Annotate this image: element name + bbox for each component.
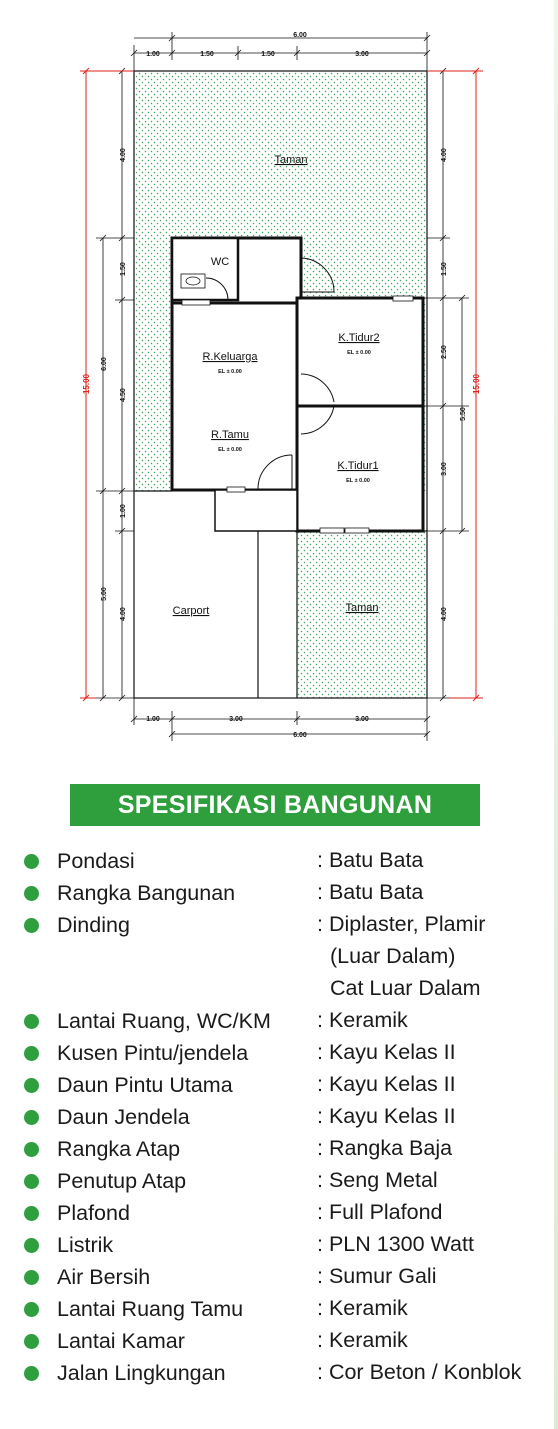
top-dimension-labels [146, 32, 369, 58]
left-total-label: 15.00 [82, 373, 91, 395]
spec-row [0, 1134, 558, 1166]
bullet-icon [24, 1110, 39, 1125]
bullet-icon [24, 1334, 39, 1349]
room-k-tidur1-el: EL ± 0.00 [346, 478, 370, 484]
spec-list [0, 846, 558, 1390]
spec-title: SPESIFIKASI BANGUNAN [70, 784, 480, 826]
room-carport: Carport [172, 605, 210, 617]
bullet-icon [24, 1046, 39, 1061]
bullet-icon [24, 1366, 39, 1381]
room-r-tamu: R.Tamu [211, 429, 249, 441]
bullet-icon [24, 1238, 39, 1253]
right-sub-1-label: 2.50 [441, 345, 448, 359]
spec-row [0, 1006, 558, 1038]
spec-value: : Keramik [317, 1296, 408, 1320]
top-seg-3-label: 1.50 [261, 51, 275, 58]
spec-label: Pondasi [57, 849, 135, 873]
room-k-tidur2: K.Tidur2 [338, 332, 380, 344]
spec-label: Lantai Ruang Tamu [57, 1297, 244, 1321]
spec-label: Rangka Atap [57, 1137, 181, 1161]
spec-value: Cat Luar Dalam [330, 976, 481, 1000]
bullet-icon [24, 1142, 39, 1157]
bottom-seg-1-label: 1.00 [146, 716, 160, 723]
spec-row [0, 910, 558, 1006]
bottom-dimension-labels [146, 716, 369, 739]
bullet-icon [24, 1014, 39, 1029]
left-sub-5-label: 4.00 [120, 607, 127, 621]
spec-value: : PLN 1300 Watt [317, 1232, 474, 1256]
spec-label: Rangka Bangunan [57, 881, 236, 905]
spec-label: Daun Pintu Utama [57, 1073, 233, 1097]
room-k-tidur2-el: EL ± 0.00 [347, 350, 371, 356]
spec-label: Daun Jendela [57, 1105, 190, 1129]
top-seg-1-label: 1.00 [146, 51, 160, 58]
bullet-icon [24, 886, 39, 901]
spec-value: (Luar Dalam) [330, 944, 456, 968]
spec-value: : Kayu Kelas II [317, 1072, 456, 1096]
spec-value: : Kayu Kelas II [317, 1104, 456, 1128]
spec-value: : Batu Bata [317, 880, 424, 904]
spec-label: Air Bersih [57, 1265, 151, 1289]
right-overall-3-label: 5.50 [460, 407, 467, 421]
room-r-tamu-el: EL ± 0.00 [218, 447, 242, 453]
right-total-label: 15.00 [472, 373, 481, 395]
spec-row [0, 1198, 558, 1230]
spec-value: : Batu Bata [317, 848, 424, 872]
room-taman-top: Taman [274, 154, 308, 166]
spec-value: : Sumur Gali [317, 1264, 437, 1288]
spec-row [0, 1166, 558, 1198]
left-sub-1-label: 4.00 [120, 148, 127, 162]
left-overall-2-label: 6.00 [101, 357, 108, 371]
left-dimensions [96, 68, 134, 701]
spec-value: : Keramik [317, 1328, 408, 1352]
bullet-icon [24, 854, 39, 869]
bullet-icon [24, 1302, 39, 1317]
right-dimension-labels [441, 148, 481, 621]
left-sub-4-label: 1.00 [120, 504, 127, 518]
right-overall-4-label: 4.00 [441, 607, 448, 621]
top-total-label: 6.00 [293, 32, 307, 39]
top-seg-2-label: 1.50 [200, 51, 214, 58]
bullet-icon [24, 1270, 39, 1285]
top-seg-4-label: 3.00 [355, 51, 369, 58]
bottom-dimensions [131, 698, 430, 741]
bottom-seg-3-label: 3.00 [355, 716, 369, 723]
spec-value: : Full Plafond [317, 1200, 443, 1224]
spec-row [0, 846, 558, 878]
spec-value: : Diplaster, Plamir [317, 912, 486, 936]
spec-row [0, 878, 558, 910]
spec-label: Jalan Lingkungan [57, 1361, 226, 1385]
spec-label: Kusen Pintu/jendela [57, 1041, 249, 1065]
spec-label: Dinding [57, 913, 130, 937]
spec-label: Lantai Ruang, WC/KM [57, 1009, 271, 1033]
bullet-icon [24, 1206, 39, 1221]
right-dimensions [423, 68, 469, 701]
right-overall-2-label: 1.50 [441, 262, 448, 276]
top-dimensions [131, 32, 430, 71]
bottom-seg-2-label: 3.00 [229, 716, 243, 723]
spec-row [0, 1038, 558, 1070]
spec-value: : Seng Metal [317, 1168, 438, 1192]
room-taman-bottom: Taman [345, 602, 379, 614]
bottom-total-label: 6.00 [293, 732, 307, 739]
spec-row [0, 1070, 558, 1102]
spec-label: Lantai Kamar [57, 1329, 185, 1353]
spec-row [0, 1262, 558, 1294]
room-r-keluarga: R.Keluarga [202, 351, 258, 363]
room-wc: WC [210, 256, 230, 268]
left-dimension-labels [82, 148, 127, 621]
spec-label: Listrik [57, 1233, 114, 1257]
spec-label: Penutup Atap [57, 1169, 187, 1193]
spec-row [0, 1294, 558, 1326]
spec-value: : Kayu Kelas II [317, 1040, 456, 1064]
spec-row [0, 1230, 558, 1262]
bullet-icon [24, 918, 39, 933]
spec-value: : Cor Beton / Konblok [317, 1360, 522, 1384]
spec-row [0, 1358, 558, 1390]
spec-value: : Keramik [317, 1008, 408, 1032]
left-sub-2-label: 1.50 [120, 262, 127, 276]
left-overall-3-label: 5.00 [101, 587, 108, 601]
left-sub-3-label: 4.50 [120, 388, 127, 402]
spec-label: Plafond [57, 1201, 130, 1225]
right-overall-1-label: 4.00 [441, 148, 448, 162]
room-r-keluarga-el: EL ± 0.00 [218, 369, 242, 375]
spec-row [0, 1326, 558, 1358]
bullet-icon [24, 1078, 39, 1093]
room-k-tidur1: K.Tidur1 [337, 460, 379, 472]
spec-row [0, 1102, 558, 1134]
right-sub-2-label: 3.00 [441, 462, 448, 476]
bullet-icon [24, 1174, 39, 1189]
spec-value: : Rangka Baja [317, 1136, 453, 1160]
